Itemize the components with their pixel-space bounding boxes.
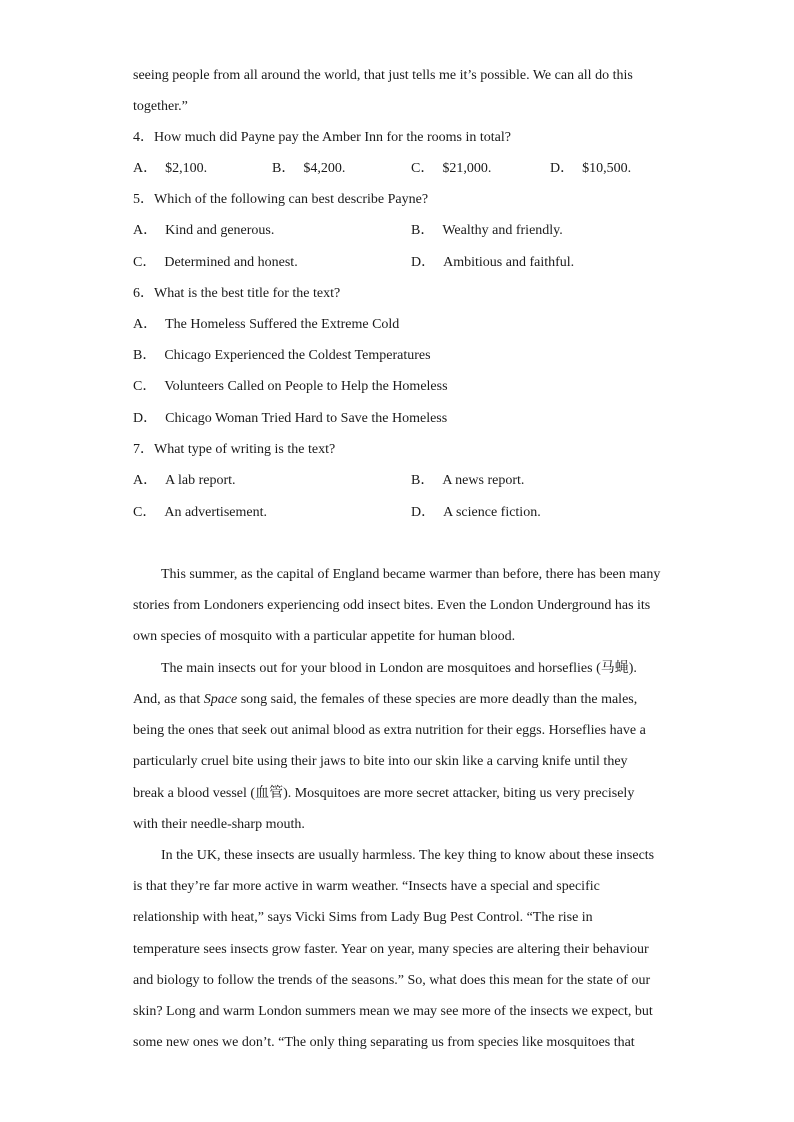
option-letter: C． <box>411 161 435 176</box>
option-letter: B． <box>411 473 435 488</box>
text-segment: And, as that <box>133 692 204 707</box>
option-text: A science fiction. <box>443 505 541 520</box>
option-letter: D． <box>133 411 158 426</box>
paragraph-2-line: The main insects out for your blood in London are mosquitoes and horseflies (马蝇). <box>161 661 637 676</box>
question-4-stem: 4．How much did Payne pay the Amber Inn for the rooms in total? <box>133 130 511 145</box>
option-text: Chicago Woman Tried Hard to Save the Homeless <box>165 411 448 426</box>
option-text: Determined and honest. <box>164 255 298 270</box>
passage-text-line: together.” <box>133 99 188 114</box>
question-6-option-b <box>133 347 431 365</box>
paragraph-2-line: break a blood vessel (血管). Mosquitoes are more secret attacker, biting us very precisely <box>133 786 635 801</box>
option-letter: A． <box>133 317 158 332</box>
question-7-option-d <box>411 504 541 522</box>
paragraph-1-line: stories from Londoners experiencing odd insect bites. Even the London Underground has its <box>133 598 651 613</box>
option-letter: B． <box>272 161 296 176</box>
option-letter: C． <box>133 379 157 394</box>
option-text: An advertisement. <box>164 505 267 520</box>
option-text: $2,100. <box>165 161 208 176</box>
option-text: A news report. <box>442 473 525 488</box>
paragraph-3-line: some new ones we don’t. “The only thing separating us from species like mosquitoes that <box>133 1035 635 1050</box>
option-text: $10,500. <box>582 161 632 176</box>
question-6-option-a <box>133 316 399 334</box>
option-letter: A． <box>133 473 158 488</box>
paragraph-2-line <box>133 691 637 709</box>
option-letter: B． <box>411 223 435 238</box>
option-letter: D． <box>550 161 575 176</box>
question-7-option-a <box>133 472 236 490</box>
text-segment: song said, the females of these species are more deadly than the males, <box>237 692 638 707</box>
option-text: Chicago Experienced the Coldest Temperatures <box>164 348 431 363</box>
question-5-option-b <box>411 222 563 240</box>
question-7-option-c <box>133 504 267 522</box>
option-letter: D． <box>411 505 436 520</box>
paragraph-3-line: temperature sees insects grow faster. Year on year, many species are altering their behaviour <box>133 942 649 957</box>
option-letter: C． <box>133 505 157 520</box>
paragraph-3-line: and biology to follow the trends of the seasons.” So, what does this mean for the state of our <box>133 973 651 988</box>
question-5-stem: 5．Which of the following can best describe Payne? <box>133 192 429 207</box>
option-letter: A． <box>133 223 158 238</box>
question-6-option-d <box>133 410 447 428</box>
option-text: $21,000. <box>442 161 492 176</box>
option-letter: B． <box>133 348 157 363</box>
paragraph-2-line: with their needle-sharp mouth. <box>133 817 305 832</box>
passage-text-line: seeing people from all around the world, that just tells me it’s possible. We can all do this <box>133 68 633 83</box>
paragraph-3-line: In the UK, these insects are usually harmless. The key thing to know about these insects <box>161 848 655 863</box>
paragraph-3-line: skin? Long and warm London summers mean we may see more of the insects we expect, but <box>133 1004 653 1019</box>
question-5-option-c <box>133 254 298 272</box>
paragraph-3-line: relationship with heat,” says Vicki Sims from Lady Bug Pest Control. “The rise in <box>133 910 593 925</box>
paragraph-1-line: This summer, as the capital of England became warmer than before, there has been many <box>161 567 661 582</box>
question-4-option-b <box>272 160 345 178</box>
option-text: Wealthy and friendly. <box>442 223 563 238</box>
question-6-option-c <box>133 378 448 396</box>
question-6-stem: 6．What is the best title for the text? <box>133 286 341 301</box>
question-7-option-b <box>411 472 524 490</box>
question-4-option-d <box>550 160 631 178</box>
question-5-option-a <box>133 222 274 240</box>
option-text: Volunteers Called on People to Help the Homeless <box>164 379 448 394</box>
paragraph-1-line: own species of mosquito with a particular appetite for human blood. <box>133 629 516 644</box>
question-4-option-c <box>411 160 491 178</box>
option-letter: A． <box>133 161 158 176</box>
paragraph-2-line: particularly cruel bite using their jaws to bite into our skin like a carving knife until they <box>133 754 628 769</box>
option-text: A lab report. <box>165 473 236 488</box>
option-text: Ambitious and faithful. <box>443 255 575 270</box>
option-text: $4,200. <box>303 161 346 176</box>
paragraph-2-line: being the ones that seek out animal blood as extra nutrition for their eggs. Horseflies have a <box>133 723 646 738</box>
option-letter: C． <box>133 255 157 270</box>
option-text: Kind and generous. <box>165 223 275 238</box>
option-letter: D． <box>411 255 436 270</box>
question-7-stem: 7．What type of writing is the text? <box>133 442 336 457</box>
option-text: The Homeless Suffered the Extreme Cold <box>165 317 400 332</box>
song-title: Space <box>203 692 238 707</box>
question-5-option-d <box>411 254 574 272</box>
question-4-option-a <box>133 160 207 178</box>
paragraph-3-line: is that they’re far more active in warm weather. “Insects have a special and specific <box>133 879 600 894</box>
